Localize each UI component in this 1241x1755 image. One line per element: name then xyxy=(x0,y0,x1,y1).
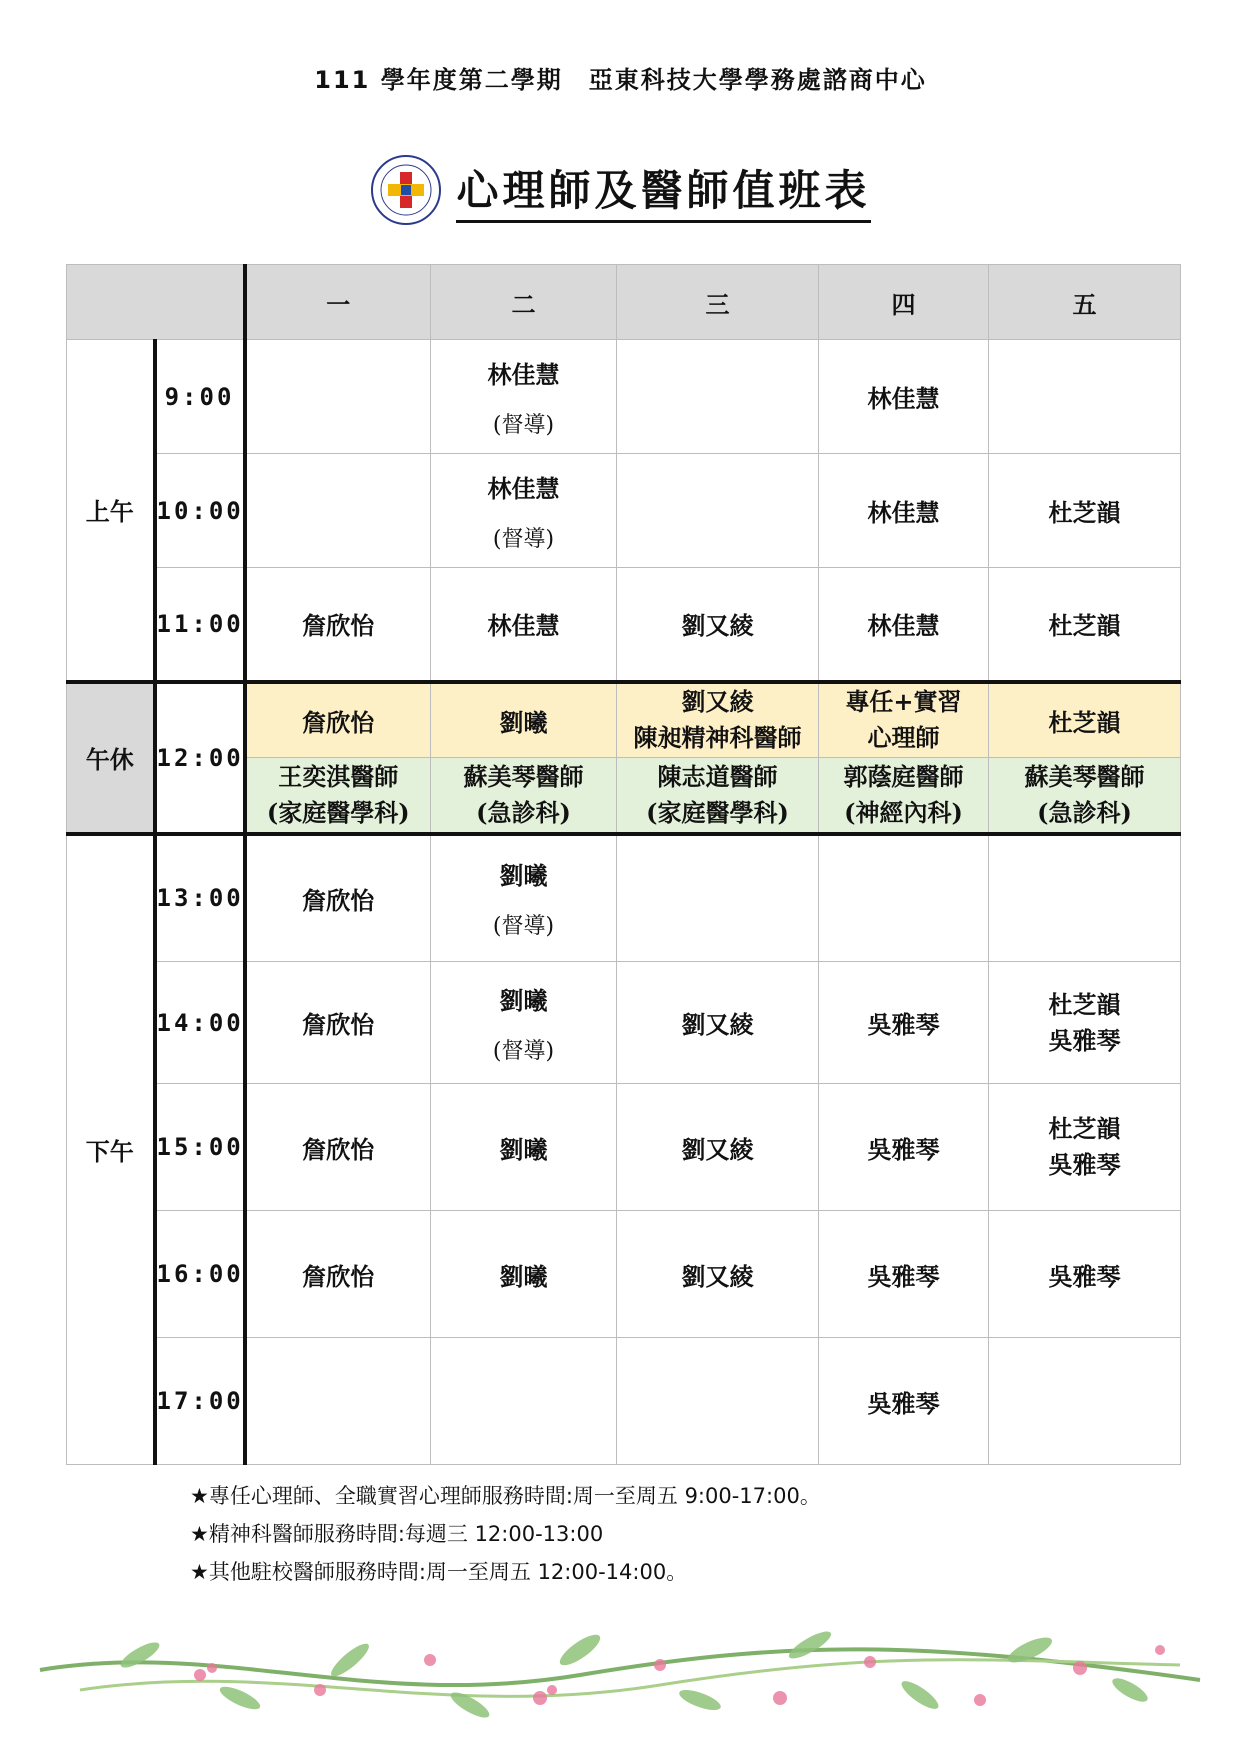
table-row xyxy=(67,568,1181,682)
cell-wed-1200-doctor xyxy=(617,758,819,834)
table-row xyxy=(67,962,1181,1084)
staff-name: 吳雅琴 xyxy=(1048,1150,1121,1179)
doctor-name: 郭蔭庭醫師 xyxy=(843,761,964,791)
cell-mon-1200-psych: 詹欣怡 xyxy=(245,682,431,758)
day-header-mon: 一 xyxy=(245,265,431,340)
staff-name: 林佳慧 xyxy=(487,359,560,389)
cell-mon-1400: 詹欣怡 xyxy=(245,962,431,1084)
cell-fri-1700 xyxy=(989,1338,1181,1465)
header-line: 111 學年度第二學期 亞東科技大學學務處諮商中心 xyxy=(314,66,927,94)
cell-fri-1400 xyxy=(989,962,1181,1084)
table-row xyxy=(67,1338,1181,1465)
cell-fri-1200-doctor xyxy=(989,758,1181,834)
time-cell: 13:00 xyxy=(155,834,245,962)
period-afternoon: 下午 xyxy=(67,834,155,1465)
cell-thu-1400: 吳雅琴 xyxy=(819,962,989,1084)
cell-fri-1600: 吳雅琴 xyxy=(989,1211,1181,1338)
cell-thu-1600: 吳雅琴 xyxy=(819,1211,989,1338)
cell-tue-1400 xyxy=(431,962,617,1084)
table-row xyxy=(67,682,1181,758)
time-cell: 17:00 xyxy=(155,1338,245,1465)
time-cell: 9:00 xyxy=(155,340,245,454)
table-row xyxy=(67,1211,1181,1338)
time-cell: 12:00 xyxy=(155,682,245,834)
doctor-name: 蘇美琴醫師 xyxy=(463,761,584,791)
time-cell: 14:00 xyxy=(155,962,245,1084)
cell-wed-0900 xyxy=(617,340,819,454)
cell-wed-1400: 劉又綾 xyxy=(617,962,819,1084)
cell-wed-1600: 劉又綾 xyxy=(617,1211,819,1338)
doctor-dept: (急診科) xyxy=(1037,797,1132,827)
cell-thu-1200-doctor xyxy=(819,758,989,834)
cell-mon-1600: 詹欣怡 xyxy=(245,1211,431,1338)
cell-wed-1500: 劉又綾 xyxy=(617,1084,819,1211)
cell-thu-1200-psych xyxy=(819,682,989,758)
cell-mon-1000 xyxy=(245,454,431,568)
table-row xyxy=(67,340,1181,454)
day-header-fri: 五 xyxy=(989,265,1181,340)
cell-mon-0900 xyxy=(245,340,431,454)
cell-tue-1500: 劉曦 xyxy=(431,1084,617,1211)
doctor-name: 蘇美琴醫師 xyxy=(1024,761,1145,791)
cell-fri-1000: 杜芝韻 xyxy=(989,454,1181,568)
cell-fri-1200-psych: 杜芝韻 xyxy=(989,682,1181,758)
cell-mon-1200-doctor xyxy=(245,758,431,834)
cell-thu-1000: 林佳慧 xyxy=(819,454,989,568)
note-line: ★專任心理師、全職實習心理師服務時間:周一至周五 9:00-17:00。 xyxy=(190,1484,821,1508)
cell-wed-1100: 劉又綾 xyxy=(617,568,819,682)
staff-name: 劉又綾 xyxy=(681,687,754,717)
cell-wed-1200-psych xyxy=(617,682,819,758)
supervision-note: (督導) xyxy=(492,526,555,552)
cell-thu-0900: 林佳慧 xyxy=(819,340,989,454)
cell-mon-1100: 詹欣怡 xyxy=(245,568,431,682)
note-line: ★精神科醫師服務時間:每週三 12:00-13:00 xyxy=(190,1522,604,1546)
doctor-dept: (家庭醫學科) xyxy=(266,797,410,827)
cell-fri-1300 xyxy=(989,834,1181,962)
table-row xyxy=(67,834,1181,962)
floral-vine-decoration-icon xyxy=(20,1580,1220,1750)
cell-tue-1600: 劉曦 xyxy=(431,1211,617,1338)
staff-name: 杜芝韻 xyxy=(1048,989,1121,1019)
cell-fri-1100: 杜芝韻 xyxy=(989,568,1181,682)
time-cell: 15:00 xyxy=(155,1084,245,1211)
cell-tue-1300 xyxy=(431,834,617,962)
time-cell: 16:00 xyxy=(155,1211,245,1338)
period-noon: 午休 xyxy=(67,682,155,834)
page-title: 心理師及醫師值班表 xyxy=(456,158,870,223)
day-header-wed: 三 xyxy=(617,265,819,340)
table-row xyxy=(67,1084,1181,1211)
day-header-tue: 二 xyxy=(431,265,617,340)
cell-wed-1000 xyxy=(617,454,819,568)
supervision-note: (督導) xyxy=(492,1038,555,1064)
cell-thu-1100: 林佳慧 xyxy=(819,568,989,682)
day-header-thu: 四 xyxy=(819,265,989,340)
schedule-table xyxy=(66,264,1181,1465)
cell-tue-1100: 林佳慧 xyxy=(431,568,617,682)
period-morning: 上午 xyxy=(67,340,155,682)
cell-fri-1500 xyxy=(989,1084,1181,1211)
staff-name: 心理師 xyxy=(867,723,940,753)
staff-name: 劉曦 xyxy=(499,985,548,1015)
day-header-row xyxy=(67,265,1181,340)
cell-wed-1700 xyxy=(617,1338,819,1465)
cell-fri-0900 xyxy=(989,340,1181,454)
supervision-note: (督導) xyxy=(492,412,555,438)
cell-tue-1000 xyxy=(431,454,617,568)
cell-tue-1200-psych: 劉曦 xyxy=(431,682,617,758)
cell-tue-1200-doctor xyxy=(431,758,617,834)
cell-thu-1300 xyxy=(819,834,989,962)
doctor-dept: (神經內科) xyxy=(844,797,963,827)
doctor-dept: (急診科) xyxy=(476,797,571,827)
staff-name: 杜芝韻 xyxy=(1048,1114,1121,1143)
supervision-note: (督導) xyxy=(492,914,555,940)
cell-tue-0900 xyxy=(431,340,617,454)
staff-name: 專任+實習 xyxy=(845,687,962,717)
cell-thu-1700: 吳雅琴 xyxy=(819,1338,989,1465)
cell-mon-1700 xyxy=(245,1338,431,1465)
cell-mon-1300: 詹欣怡 xyxy=(245,834,431,962)
doctor-dept: (家庭醫學科) xyxy=(646,797,789,827)
doctor-name: 王奕淇醫師 xyxy=(278,761,399,791)
staff-name: 劉曦 xyxy=(499,861,548,891)
table-row xyxy=(67,454,1181,568)
cell-tue-1700 xyxy=(431,1338,617,1465)
university-logo-icon xyxy=(370,154,442,226)
time-cell: 11:00 xyxy=(155,568,245,682)
staff-name: 林佳慧 xyxy=(487,473,560,503)
corner-cell xyxy=(67,265,245,340)
cell-wed-1300 xyxy=(617,834,819,962)
cell-mon-1500: 詹欣怡 xyxy=(245,1084,431,1211)
time-cell: 10:00 xyxy=(155,454,245,568)
service-hours-notes xyxy=(190,1477,821,1591)
staff-name: 吳雅琴 xyxy=(1048,1025,1121,1055)
cell-thu-1500: 吳雅琴 xyxy=(819,1084,989,1211)
note-line: ★其他駐校醫師服務時間:周一至周五 12:00-14:00。 xyxy=(190,1560,688,1584)
title-block xyxy=(0,150,1241,230)
staff-name: 陳昶精神科醫師 xyxy=(633,723,802,753)
doctor-name: 陳志道醫師 xyxy=(657,761,778,791)
